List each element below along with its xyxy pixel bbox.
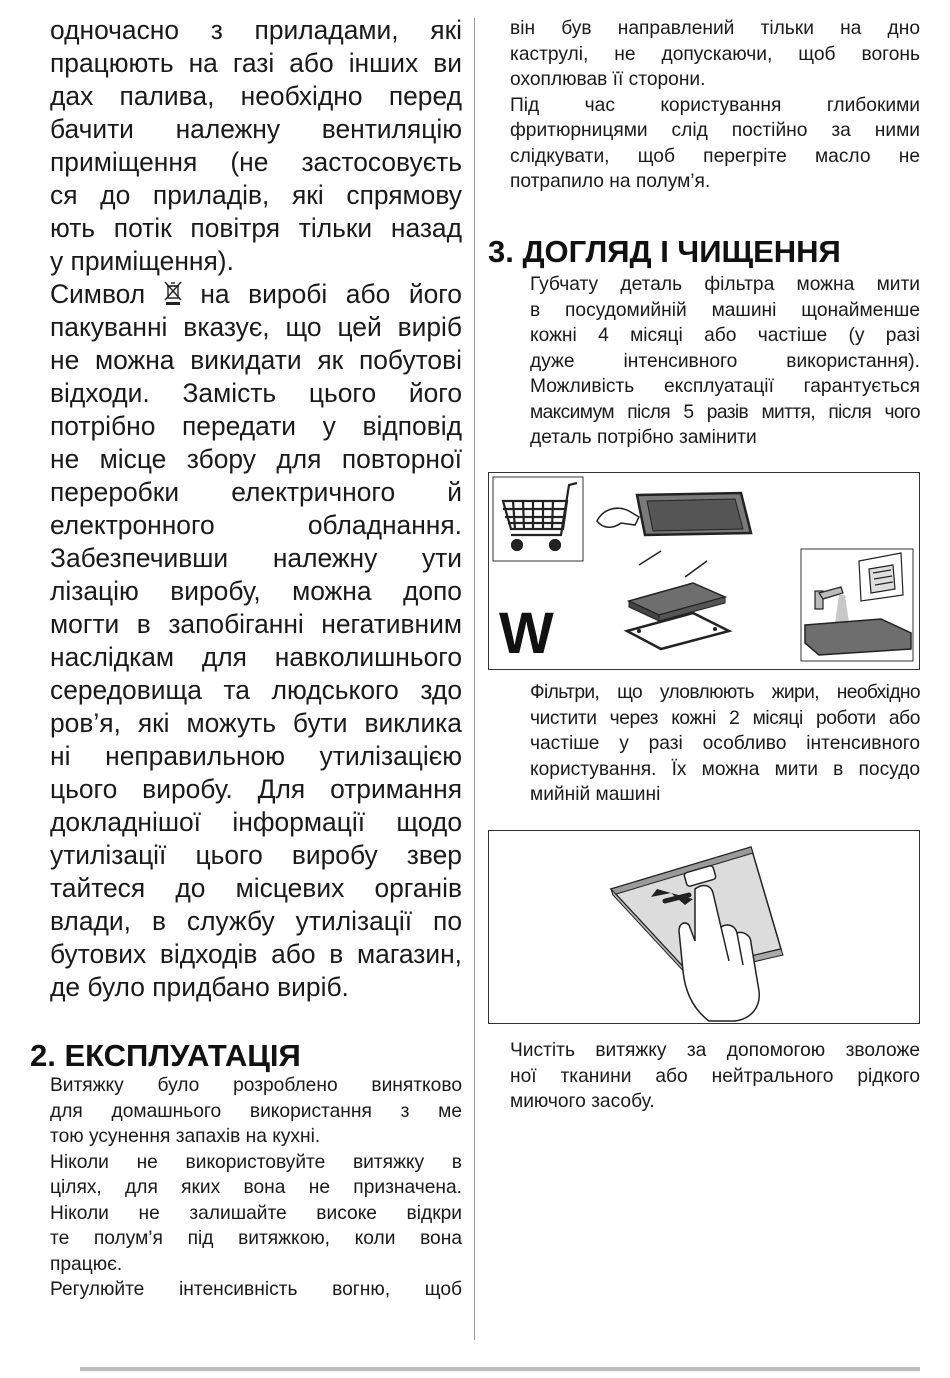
- text-line: Ніколи не залишайте високе відкри: [50, 1202, 462, 1224]
- text-line: ної тканини або нейтрального рідкого: [510, 1065, 920, 1087]
- text-line: максимум після 5 разів миття, після чого: [530, 401, 920, 423]
- text-line: докладнішої інформації щодо: [50, 807, 462, 837]
- figure-letter-w: W: [499, 601, 554, 666]
- filter-replacement-figure: [488, 472, 920, 670]
- text-line: цього виробу. Для отримання: [50, 774, 462, 804]
- grease-filter-removal-figure: [488, 830, 920, 1024]
- text-line: ся до приладів, які спрямову: [50, 180, 462, 210]
- text-line: бутових відходів або в магазин,: [50, 939, 462, 969]
- text-line: працюють на газі або інших ви: [50, 48, 462, 78]
- text-line: Витяжку було розроблено винятково: [50, 1075, 462, 1096]
- hood-panel-icon: [637, 493, 751, 535]
- text-line: миючого засобу.: [510, 1091, 655, 1112]
- text-line: слідкувати, щоб перегріте масло не: [510, 145, 920, 167]
- text-line: відходи. Замість цього його: [50, 378, 462, 408]
- hand-pulling-filter-icon: [597, 508, 639, 527]
- hood-cleaning-text: [510, 1038, 920, 1115]
- section-heading-care: 3. ДОГЛЯД І ЧИЩЕННЯ: [488, 234, 841, 269]
- text-line: працює.: [50, 1253, 123, 1275]
- text-line: те полум’я під витяжкою, коли вона: [50, 1228, 462, 1249]
- crossed-bin-icon: [164, 281, 182, 305]
- text-line: утилізації цього виробу звер: [50, 840, 462, 870]
- filter-frame-icon: [627, 613, 729, 649]
- text-line: Фільтри, що уловлюють жири, необхідно: [530, 682, 920, 703]
- text-line: переробки електричного й: [50, 477, 462, 507]
- text-line: одночасно з приладами, які: [50, 15, 462, 45]
- text-line: лізацію виробу, можна допо: [50, 576, 462, 606]
- text-line: охоплював її сторони.: [510, 69, 706, 90]
- text-line: чистити через кожні 2 місяці роботи або: [530, 707, 920, 729]
- text-line: Регулюйте інтенсивність вогню, щоб: [50, 1279, 462, 1300]
- symbol-rest: на виробі або його: [200, 279, 462, 309]
- cart-box: [493, 477, 583, 561]
- text-line: електронного обладнання.: [50, 510, 462, 540]
- text-line: приміщення (не застосовуєть: [50, 147, 462, 177]
- text-line: ров’я, які можуть бути виклика: [50, 708, 462, 738]
- text-line: потрапило на полум’я.: [510, 171, 711, 192]
- text-line: він був направлений тільки на дно: [510, 18, 920, 39]
- text-line: кожні 4 місяці або частіше (у разі: [530, 325, 920, 346]
- text-line: деталь потрібно замінити: [530, 427, 757, 448]
- filter-illustration: [489, 473, 919, 669]
- text-line: могти в запобіганні негативним: [50, 609, 462, 639]
- text-line: цілях, для яких вона не призначена.: [50, 1177, 462, 1198]
- hand-illustration: [489, 831, 919, 1023]
- left-column: [50, 14, 462, 1004]
- text-line: Забезпечивши належну ути: [50, 543, 462, 573]
- text-line: для домашнього використання з ме: [50, 1100, 462, 1122]
- column-divider: [474, 18, 475, 1340]
- section-heading-operation: 2. ЕКСПЛУАТАЦІЯ: [30, 1038, 301, 1073]
- text-line: користування. Їх можна мити в посудо: [530, 758, 920, 780]
- text-line: у приміщення).: [50, 246, 234, 276]
- guide-line: [685, 561, 707, 577]
- text-line: ють потік повітря тільки назад: [50, 213, 462, 243]
- text-line: наслідкам для навколишнього: [50, 642, 462, 672]
- text-line: частіше у разі особливо інтенсивного: [530, 733, 920, 754]
- text-line: не місце збору для повторної: [50, 444, 462, 474]
- text-line: потрібно передати у відповід: [50, 411, 462, 441]
- text-line: влади, в службу утилізації по: [50, 906, 462, 936]
- text-line: де було придбано виріб.: [50, 972, 349, 1002]
- text-line: Ніколи не використовуйте витяжку в: [50, 1151, 462, 1173]
- text-line: дах палива, необхідно перед: [50, 81, 462, 111]
- symbol-word: Символ: [50, 279, 146, 309]
- text-line-symbol: [50, 278, 462, 311]
- text-line: ні неправильною утилізацією: [50, 741, 462, 771]
- footer-rule: [80, 1367, 920, 1371]
- text-line: тою усунення запахів на кухні.: [50, 1126, 321, 1147]
- text-line: не можна викидати як побутові: [50, 345, 462, 375]
- text-line: Губчату деталь фільтра можна мити: [530, 274, 920, 295]
- text-line: Чистіть витяжку за допомогою зволоже: [510, 1040, 920, 1061]
- text-line: середовища та людського здо: [50, 675, 462, 705]
- text-line: в посудомийній машині щонайменше: [530, 299, 920, 321]
- text-line: Під час користування глибокими: [510, 94, 920, 116]
- guide-line: [639, 551, 661, 565]
- text-line: бачити належну вентиляцію: [50, 114, 462, 144]
- sponge-filter-text: [530, 272, 920, 451]
- text-line: каструлі, не допускаючи, щоб вогонь: [510, 43, 920, 65]
- text-line: пакуванні вказує, що цей виріб: [50, 312, 462, 342]
- text-line: фритюрницями слід постійно за ними: [510, 120, 920, 141]
- text-line: Можливість експлуатації гарантується: [530, 376, 920, 397]
- dishwasher-icon: [859, 553, 903, 601]
- text-line: мийній машині: [530, 784, 661, 805]
- section2-body: [50, 1073, 462, 1303]
- text-line: тайтеся до місцевих органів: [50, 873, 462, 903]
- text-line: дуже інтенсивного використання).: [530, 350, 920, 372]
- right-column-top: [510, 16, 920, 195]
- grease-filter-text: [530, 680, 920, 808]
